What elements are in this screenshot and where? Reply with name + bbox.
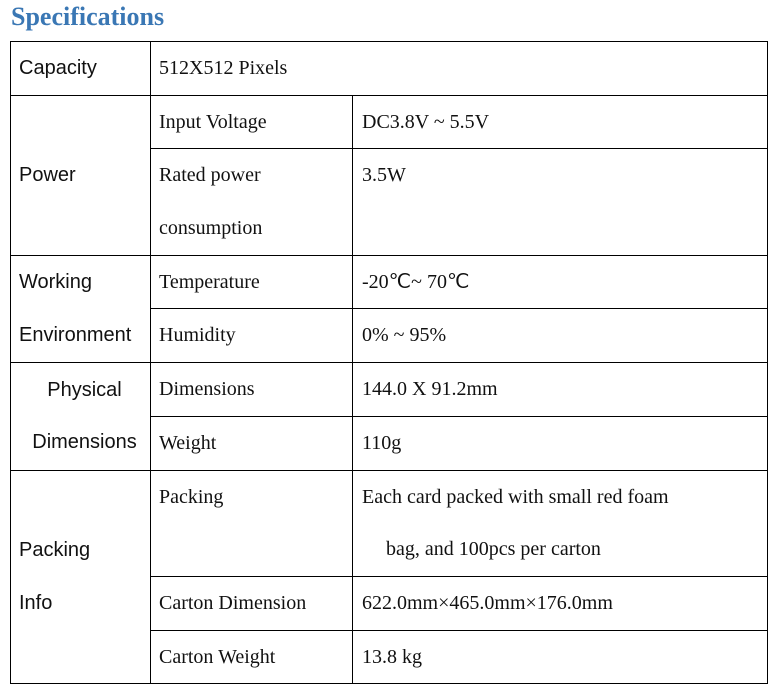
row-label-power: Power <box>11 95 151 255</box>
table-row <box>11 42 768 96</box>
page-title: Specifications <box>11 2 165 31</box>
weight-value: 110g <box>353 416 768 470</box>
carton-dimension-value: 622.0mm×465.0mm×176.0mm <box>353 576 768 630</box>
dimensions-value: 144.0 X 91.2mm <box>353 363 768 417</box>
row-label-packing-info: Packing Info <box>11 470 151 684</box>
input-voltage-value: DC3.8V ~ 5.5V <box>353 95 768 149</box>
rated-power-label: Rated power consumption <box>151 149 353 255</box>
specifications-table <box>10 41 768 684</box>
table-row <box>11 255 768 309</box>
carton-dimension-label: Carton Dimension <box>151 576 353 630</box>
temperature-value: -20℃~ 70℃ <box>353 255 768 309</box>
weight-label: Weight <box>151 416 353 470</box>
temperature-label: Temperature <box>151 255 353 309</box>
table-row <box>11 363 768 417</box>
dimensions-label: Dimensions <box>151 363 353 417</box>
packing-value: Each card packed with small red foam bag, and 100pcs per carton <box>353 470 768 576</box>
row-label-capacity: Capacity <box>11 42 151 96</box>
row-label-working-environment: Working Environment <box>11 255 151 362</box>
input-voltage-label: Input Voltage <box>151 95 353 149</box>
table-row <box>11 470 768 576</box>
humidity-label: Humidity <box>151 309 353 363</box>
capacity-value: 512X512 Pixels <box>151 42 768 96</box>
rated-power-value: 3.5W <box>353 149 768 255</box>
packing-label: Packing <box>151 470 353 576</box>
carton-weight-label: Carton Weight <box>151 630 353 684</box>
carton-weight-value: 13.8 kg <box>353 630 768 684</box>
row-label-physical-dimensions: Physical Dimensions <box>11 363 151 470</box>
humidity-value: 0% ~ 95% <box>353 309 768 363</box>
table-row <box>11 95 768 149</box>
